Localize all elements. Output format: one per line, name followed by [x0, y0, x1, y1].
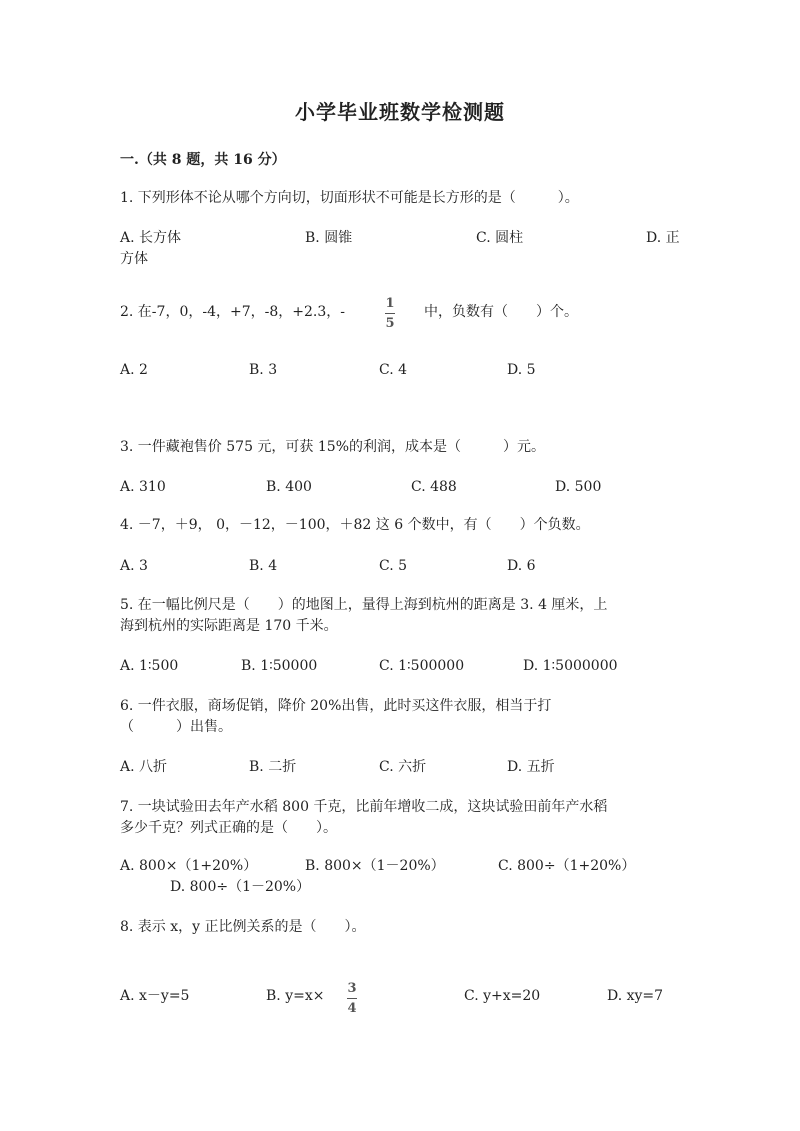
question-1-option-c: C. 圆柱 — [476, 230, 524, 246]
fraction-numerator: 3 — [347, 981, 357, 996]
question-2-fraction — [385, 296, 395, 331]
question-4-stem: 4. －7，＋9， 0，－12，－100，＋82 这 6 个数中，有（ ）个负数。 — [120, 517, 590, 533]
question-1-stem: 1. 下列形体不论从哪个方向切，切面形状不可能是长方形的是（ ）。 — [120, 190, 579, 206]
fraction-numerator: 1 — [385, 296, 395, 311]
question-7-option-b: B. 800×（1－20%） — [305, 858, 445, 874]
question-3-option-b: B. 400 — [266, 479, 312, 495]
question-3-option-d: D. 500 — [555, 479, 602, 495]
question-1-option-b: B. 圆锥 — [305, 230, 353, 246]
question-7-option-d: D. 800÷（1－20%） — [170, 879, 311, 895]
question-6-option-b: B. 二折 — [249, 759, 297, 775]
question-3-option-a: A. 310 — [120, 479, 166, 495]
question-8-option-b: B. y=x× — [266, 988, 325, 1004]
question-7-stem-line-2: 多少千克？列式正确的是（ ）。 — [120, 820, 337, 836]
question-6-option-a: A. 八折 — [120, 759, 168, 775]
question-8-stem: 8. 表示 x，y 正比例关系的是（ ）。 — [120, 919, 366, 935]
question-5-option-b: B. 1∶50000 — [241, 658, 318, 674]
question-5-stem-line-1: 5. 在一幅比例尺是（ ）的地图上，量得上海到杭州的距离是 3. 4 厘米，上 — [120, 597, 608, 613]
question-6-option-d: D. 五折 — [507, 759, 555, 775]
question-5-option-a: A. 1∶500 — [120, 658, 179, 674]
question-5-option-d: D. 1∶5000000 — [523, 658, 618, 674]
question-2-option-c: C. 4 — [379, 362, 408, 378]
question-4-option-d: D. 6 — [507, 558, 536, 574]
question-4-option-b: B. 4 — [249, 558, 278, 574]
question-2-stem-end: 中，负数有（ ）个。 — [424, 304, 578, 320]
fraction-bar — [385, 313, 395, 314]
question-7-option-c: C. 800÷（1+20%） — [498, 858, 636, 874]
section-heading: 一.（共 8 题，共 16 分） — [120, 152, 286, 168]
question-2-option-d: D. 5 — [507, 362, 536, 378]
question-2-option-b: B. 3 — [249, 362, 278, 378]
page-title: 小学毕业班数学检测题 — [295, 100, 505, 124]
question-8-option-d: D. xy=7 — [607, 988, 664, 1004]
question-6-option-c: C. 六折 — [379, 759, 427, 775]
question-5-stem-line-2: 海到杭州的实际距离是 170 千米。 — [120, 618, 338, 634]
question-7-option-a: A. 800×（1+20%） — [120, 858, 258, 874]
question-6-stem-line-2: （ ）出售。 — [120, 719, 232, 735]
question-5-option-c: C. 1∶500000 — [379, 658, 465, 674]
question-8-option-c: C. y+x=20 — [464, 988, 541, 1004]
question-4-option-a: A. 3 — [120, 558, 148, 574]
question-8-option-b-fraction — [347, 981, 357, 1016]
question-2-stem-start: 2. 在-7，0，-4，+7，-8，+2.3，- — [120, 304, 345, 320]
question-7-stem-line-1: 7. 一块试验田去年产水稻 800 千克，比前年增收二成，这块试验田前年产水稻 — [120, 799, 608, 815]
question-1-option-d: D. 正 — [646, 230, 680, 246]
question-2-option-a: A. 2 — [120, 362, 148, 378]
fraction-bar — [347, 998, 357, 999]
question-6-stem-line-1: 6. 一件衣服，商场促销，降价 20%出售，此时买这件衣服，相当于打 — [120, 698, 552, 714]
question-4-option-c: C. 5 — [379, 558, 408, 574]
fraction-denominator: 5 — [385, 316, 395, 331]
question-3-stem: 3. 一件藏袍售价 575 元，可获 15%的利润，成本是（ ）元。 — [120, 439, 545, 455]
question-3-option-c: C. 488 — [411, 479, 457, 495]
question-1-option-a: A. 长方体 — [120, 230, 182, 246]
question-8-option-a: A. x－y=5 — [120, 988, 190, 1004]
fraction-denominator: 4 — [347, 1001, 357, 1016]
question-1-option-d-continued: 方体 — [120, 251, 148, 267]
